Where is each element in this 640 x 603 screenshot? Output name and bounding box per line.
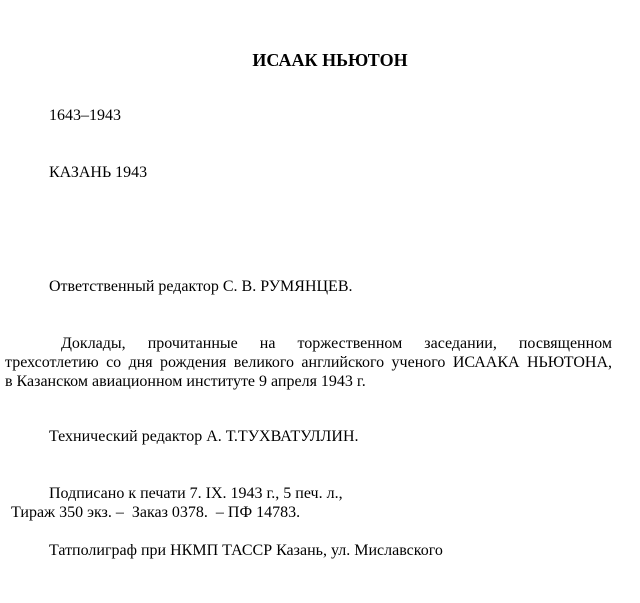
description-line-1: Доклады, прочитанные на торжественном заседании, посвященном: [61, 335, 612, 352]
description-line-3: в Казанском авиационном институте 9 апреля 1943 г.: [5, 373, 366, 390]
years-line: 1643–1943: [49, 107, 121, 124]
responsible-editor-line: Ответственный редактор С. В. РУМЯНЦЕВ.: [49, 278, 353, 295]
description-paragraph: [5, 334, 612, 391]
place-year-line: КАЗАНЬ 1943: [49, 164, 148, 181]
document-title: ИСААК НЬЮТОН: [252, 50, 408, 70]
technical-editor-line: Технический редактор А. Т.ТУХВАТУЛЛИН.: [49, 428, 359, 445]
signed-for-print-line: Подписано к печати 7. IX. 1943 г., 5 печ. л.,: [49, 485, 343, 502]
description-line-2: трехсотлетию со дня рождения великого английского ученого ИСААКА НЬЮТОНА,: [5, 354, 612, 371]
print-run-line: Тираж 350 экз. – Заказ 0378. – ПФ 14783.: [11, 504, 301, 521]
printer-line: Татполиграф при НКМП ТАССР Казань, ул. Миславского: [49, 542, 443, 559]
